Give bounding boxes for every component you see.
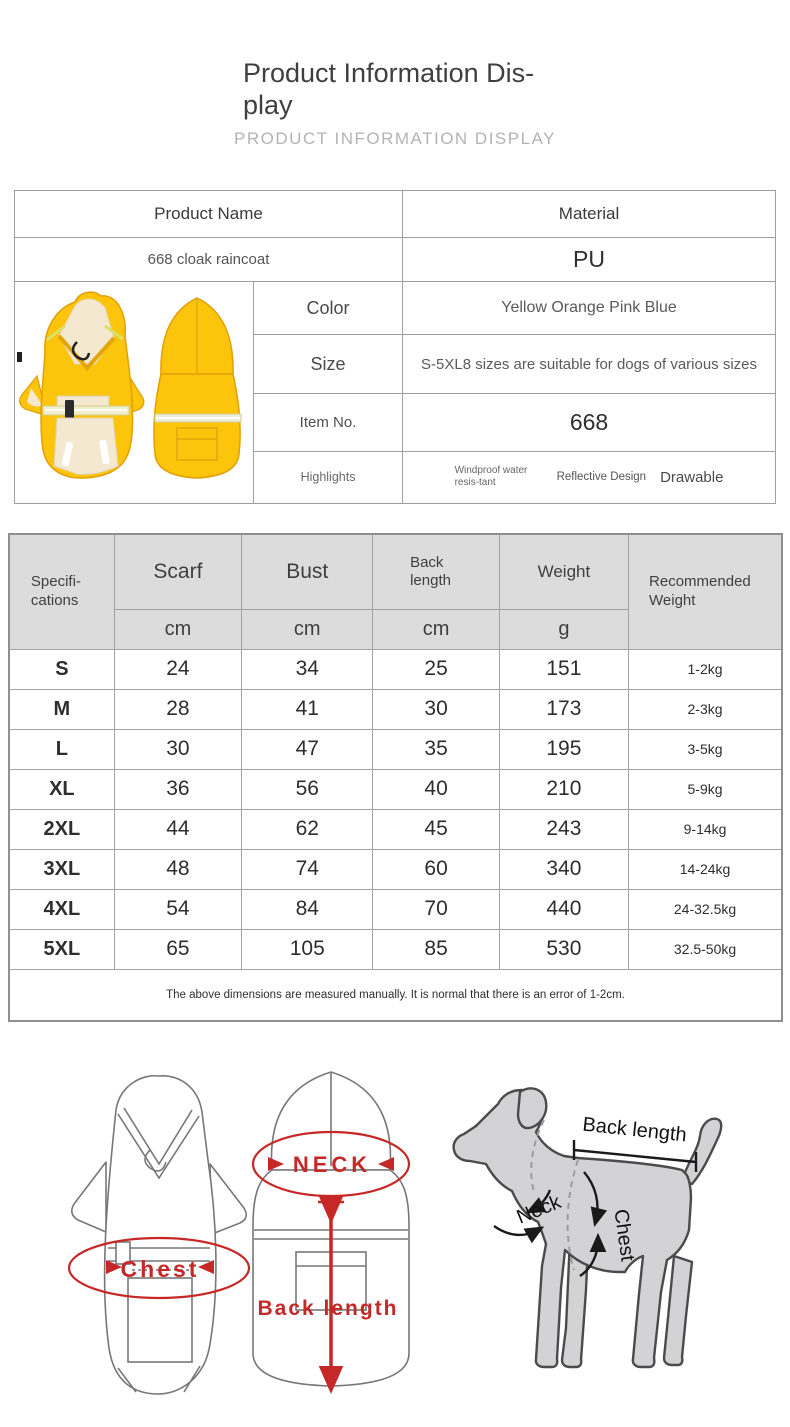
recommended-cell: 14-24kg [629, 849, 782, 889]
scarf-cell: 28 [114, 689, 241, 729]
coat-front-diagram [58, 1062, 263, 1414]
back-length-cell: 25 [373, 649, 499, 689]
size-cell: M [9, 689, 114, 729]
table-row [9, 649, 782, 689]
product-name-header: Product Name [15, 191, 403, 238]
unit-cell: cm [242, 609, 373, 649]
weight-cell: 173 [499, 689, 628, 729]
product-info-table [14, 190, 776, 504]
recommended-cell: 9-14kg [629, 809, 782, 849]
table-row [15, 191, 776, 238]
back-length-cell: 45 [373, 809, 499, 849]
table-row [9, 849, 782, 889]
dog-chest-label: Chest [609, 1207, 639, 1263]
coat-back-diagram [248, 1062, 413, 1414]
page-title: Product Information Dis-play [243, 58, 535, 121]
chest-label: Chest [120, 1256, 200, 1282]
back-length-cell: 60 [373, 849, 499, 889]
table-note-row [9, 969, 782, 1021]
size-cell: L [9, 729, 114, 769]
scarf-cell: 44 [114, 809, 241, 849]
color-label: Color [254, 282, 403, 335]
back-length-cell: 70 [373, 889, 499, 929]
weight-cell: 340 [499, 849, 628, 889]
raincoat-front-photo [17, 292, 144, 478]
table-row [9, 729, 782, 769]
size-cell: XL [9, 769, 114, 809]
recommended-cell: 5-9kg [629, 769, 782, 809]
table-row [9, 689, 782, 729]
dog-neck-label: Neck [513, 1191, 565, 1229]
scarf-cell: 48 [114, 849, 241, 889]
recommended-cell: 3-5kg [629, 729, 782, 769]
back-length-cell: 40 [373, 769, 499, 809]
product-photo [17, 284, 252, 496]
scarf-cell: 30 [114, 729, 241, 769]
table-row [15, 238, 776, 282]
recommended-cell: 32.5-50kg [629, 929, 782, 969]
product-photo-cell [15, 282, 254, 504]
bust-cell: 56 [242, 769, 373, 809]
back-length-cell: 30 [373, 689, 499, 729]
product-name-value: 668 cloak raincoat [15, 238, 403, 282]
recommended-cell: 24-32.5kg [629, 889, 782, 929]
color-value: Yellow Orange Pink Blue [403, 282, 776, 335]
back-length-label: Back length [257, 1297, 399, 1320]
table-row [9, 929, 782, 969]
neck-arrow [494, 1226, 538, 1235]
table-row [15, 282, 776, 335]
col-header-specifications: Specifi-cations [9, 534, 114, 649]
bust-cell: 74 [242, 849, 373, 889]
weight-cell: 243 [499, 809, 628, 849]
recommended-cell: 1-2kg [629, 649, 782, 689]
unit-cell: cm [373, 609, 499, 649]
highlights-label: Highlights [254, 451, 403, 503]
dog-tail [682, 1119, 721, 1184]
highlight-item: Windproof water resis-tant [454, 464, 528, 489]
unit-cell: g [499, 609, 628, 649]
col-header-back-length: Back length [373, 534, 499, 609]
size-spec-table [8, 533, 783, 1022]
recommended-cell: 2-3kg [629, 689, 782, 729]
weight-cell: 210 [499, 769, 628, 809]
material-value: PU [403, 238, 776, 282]
weight-cell: 530 [499, 929, 628, 969]
back-length-cell: 85 [373, 929, 499, 969]
bust-cell: 41 [242, 689, 373, 729]
size-label: Size [254, 335, 403, 394]
weight-cell: 151 [499, 649, 628, 689]
highlight-item: Reflective Design [556, 471, 647, 484]
unit-cell: cm [114, 609, 241, 649]
scarf-cell: 54 [114, 889, 241, 929]
highlight-item: Drawable [660, 468, 724, 486]
scarf-cell: 24 [114, 649, 241, 689]
dog-back-length-label: Back length [581, 1113, 688, 1147]
neck-label: NECK [292, 1152, 372, 1177]
scarf-cell: 65 [114, 929, 241, 969]
table-row [9, 889, 782, 929]
col-header-bust: Bust [242, 534, 373, 609]
bust-cell: 105 [242, 929, 373, 969]
table-row [9, 809, 782, 849]
scarf-cell: 36 [114, 769, 241, 809]
bust-cell: 34 [242, 649, 373, 689]
raincoat-back-photo [154, 298, 241, 478]
bust-cell: 84 [242, 889, 373, 929]
weight-cell: 195 [499, 729, 628, 769]
table-header-row [9, 534, 782, 609]
highlights-value [403, 451, 776, 503]
material-header: Material [403, 191, 776, 238]
size-cell: 2XL [9, 809, 114, 849]
measurement-note: The above dimensions are measured manually. It is normal that there is an error of 1-2cm. [9, 969, 782, 1021]
size-cell: S [9, 649, 114, 689]
item-no-label: Item No. [254, 394, 403, 452]
size-cell: 5XL [9, 929, 114, 969]
bust-cell: 47 [242, 729, 373, 769]
page-subtitle: PRODUCT INFORMATION DISPLAY [234, 129, 556, 148]
col-header-scarf: Scarf [114, 534, 241, 609]
size-cell: 3XL [9, 849, 114, 889]
item-no-value: 668 [403, 394, 776, 452]
dog-measure-diagram [428, 1078, 748, 1378]
table-row [9, 769, 782, 809]
col-header-weight: Weight [499, 534, 628, 609]
col-header-recommended-weight: Recommended Weight [629, 534, 782, 649]
weight-cell: 440 [499, 889, 628, 929]
dog-far-hind-leg [664, 1256, 692, 1365]
bust-cell: 62 [242, 809, 373, 849]
size-cell: 4XL [9, 889, 114, 929]
back-length-cell: 35 [373, 729, 499, 769]
size-value: S-5XL8 sizes are suitable for dogs of various sizes [403, 335, 776, 394]
